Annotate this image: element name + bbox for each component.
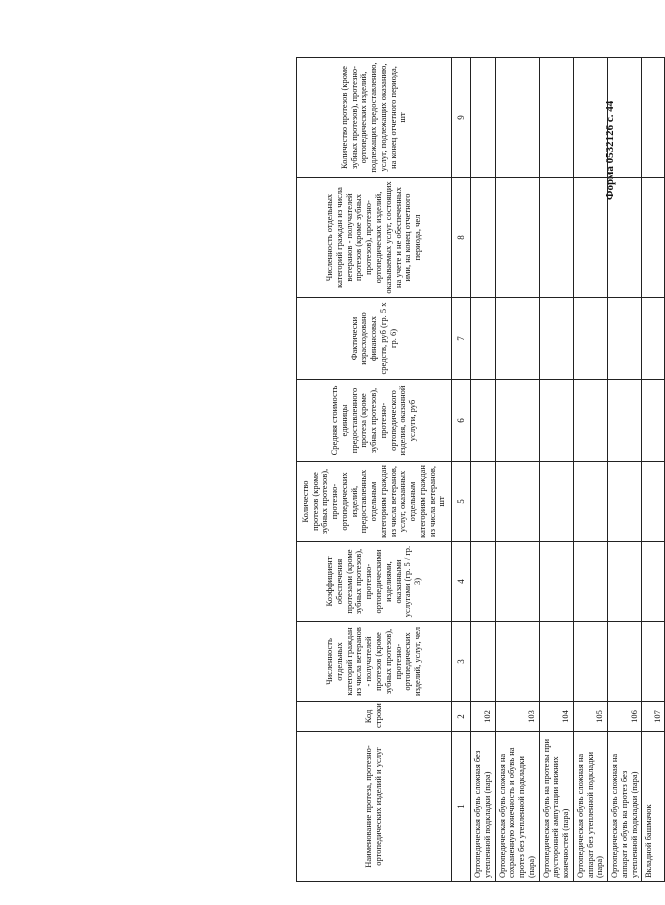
table-row [471, 58, 496, 882]
row-code: 103 [495, 702, 539, 732]
header-cell: Численность отдельных категорий граждан из числа ветеранов - получателей протезов (кроме зубных протезов), протезно-ортопедических изделий, услуг, чел [297, 622, 452, 702]
data-cell[interactable] [471, 622, 496, 702]
column-number: 4 [452, 542, 471, 622]
report-table [296, 57, 665, 882]
data-cell[interactable] [642, 178, 665, 298]
data-cell[interactable] [471, 462, 496, 542]
form-code-label: Форма 0532126 с. 44 [604, 100, 616, 200]
data-cell[interactable] [608, 622, 642, 702]
data-cell[interactable] [642, 58, 665, 178]
row-code: 105 [573, 702, 607, 732]
header-cell: Коэффициент обеспечения протезами (кроме зубных протезов), протезно-ортопедическими изделиями, оказанными услугами (гр. 5 / гр. 3) [297, 542, 452, 622]
data-cell[interactable] [539, 542, 573, 622]
data-cell[interactable] [608, 542, 642, 622]
data-cell[interactable] [471, 58, 496, 178]
row-name: Вкладной башмачок [642, 732, 665, 882]
data-cell[interactable] [539, 178, 573, 298]
data-cell[interactable] [471, 178, 496, 298]
header-cell: Фактически израсходовано финансовых средств, руб (гр. 5 x гр. 6) [297, 298, 452, 380]
header-cell: Количество протезов (кроме зубных протезов), протезно-ортопедических изделий, предоставленных отдельным категориям граждан из числа ветеранов, услуг, оказанных отдельным категориям граждан из числа ветеранов, шт [297, 462, 452, 542]
header-cell: Наименование протеза, протезно-ортопедических изделий и услуг [297, 732, 452, 882]
row-code: 104 [539, 702, 573, 732]
data-cell[interactable] [471, 542, 496, 622]
row-code: 107 [642, 702, 665, 732]
header-cell: Количество протезов (кроме зубных протезов), протезно-ортопедических изделий, подлежащих предоставлению, услуг, подлежащих оказанию, на конец отчетного периода, шт [297, 58, 452, 178]
data-cell[interactable] [471, 298, 496, 380]
row-name: Ортопедическая обувь сложная на сохраненную конечность и обувь на протез без утепленной подкладки (пара) [495, 732, 539, 882]
data-cell[interactable] [539, 298, 573, 380]
row-name: Ортопедическая обувь сложная на аппарат и обувь на протез без утепленной подкладки (пара) [608, 732, 642, 882]
table-row [642, 58, 665, 882]
data-cell[interactable] [642, 380, 665, 462]
table-row [495, 58, 539, 882]
table-row [539, 58, 573, 882]
data-cell[interactable] [608, 178, 642, 298]
data-cell[interactable] [573, 298, 607, 380]
data-cell[interactable] [573, 178, 607, 298]
data-cell[interactable] [495, 380, 539, 462]
data-cell[interactable] [573, 380, 607, 462]
header-cell: Код строки [297, 702, 452, 732]
data-cell[interactable] [495, 178, 539, 298]
data-cell[interactable] [642, 622, 665, 702]
data-cell[interactable] [642, 542, 665, 622]
data-cell[interactable] [573, 622, 607, 702]
table-row [608, 58, 642, 882]
data-cell[interactable] [471, 380, 496, 462]
data-cell[interactable] [608, 58, 642, 178]
column-number: 6 [452, 380, 471, 462]
column-number: 1 [452, 732, 471, 882]
row-name: Ортопедическая обувь сложная без утепленной подкладки (пара) [471, 732, 496, 882]
column-number-row [452, 58, 471, 882]
data-cell[interactable] [608, 298, 642, 380]
data-cell[interactable] [573, 58, 607, 178]
column-number: 7 [452, 298, 471, 380]
column-number: 2 [452, 702, 471, 732]
data-cell[interactable] [642, 298, 665, 380]
header-row [297, 58, 452, 882]
data-cell[interactable] [608, 462, 642, 542]
data-cell[interactable] [495, 462, 539, 542]
data-cell[interactable] [573, 462, 607, 542]
data-cell[interactable] [642, 462, 665, 542]
data-cell[interactable] [495, 58, 539, 178]
data-cell[interactable] [573, 542, 607, 622]
header-cell: Численность отдельных категорий граждан из числа ветеранов - получателей протезов (кроме зубных протезов), протезно-ортопедических изделий, оказываемых услуг, состоящих на учете и не обеспеченных ими, на конец отчетного периода, чел [297, 178, 452, 298]
row-name: Ортопедическая обувь на протезы при двусторонней ампутации нижних конечностей (пара) [539, 732, 573, 882]
data-cell[interactable] [539, 380, 573, 462]
row-name: Ортопедическая обувь сложная на аппарат без утепленной подкладки (пара) [573, 732, 607, 882]
data-cell[interactable] [539, 462, 573, 542]
row-code: 106 [608, 702, 642, 732]
data-cell[interactable] [495, 542, 539, 622]
column-number: 3 [452, 622, 471, 702]
column-number: 9 [452, 58, 471, 178]
header-cell: Средняя стоимость единицы предоставленного протеза (кроме зубных протезов), протезно-ортопедического изделия, оказанной услуги, руб [297, 380, 452, 462]
column-number: 5 [452, 462, 471, 542]
data-cell[interactable] [539, 622, 573, 702]
data-cell[interactable] [539, 58, 573, 178]
column-number: 8 [452, 178, 471, 298]
data-cell[interactable] [495, 298, 539, 380]
data-cell[interactable] [608, 380, 642, 462]
table-row [573, 58, 607, 882]
data-cell[interactable] [495, 622, 539, 702]
row-code: 102 [471, 702, 496, 732]
